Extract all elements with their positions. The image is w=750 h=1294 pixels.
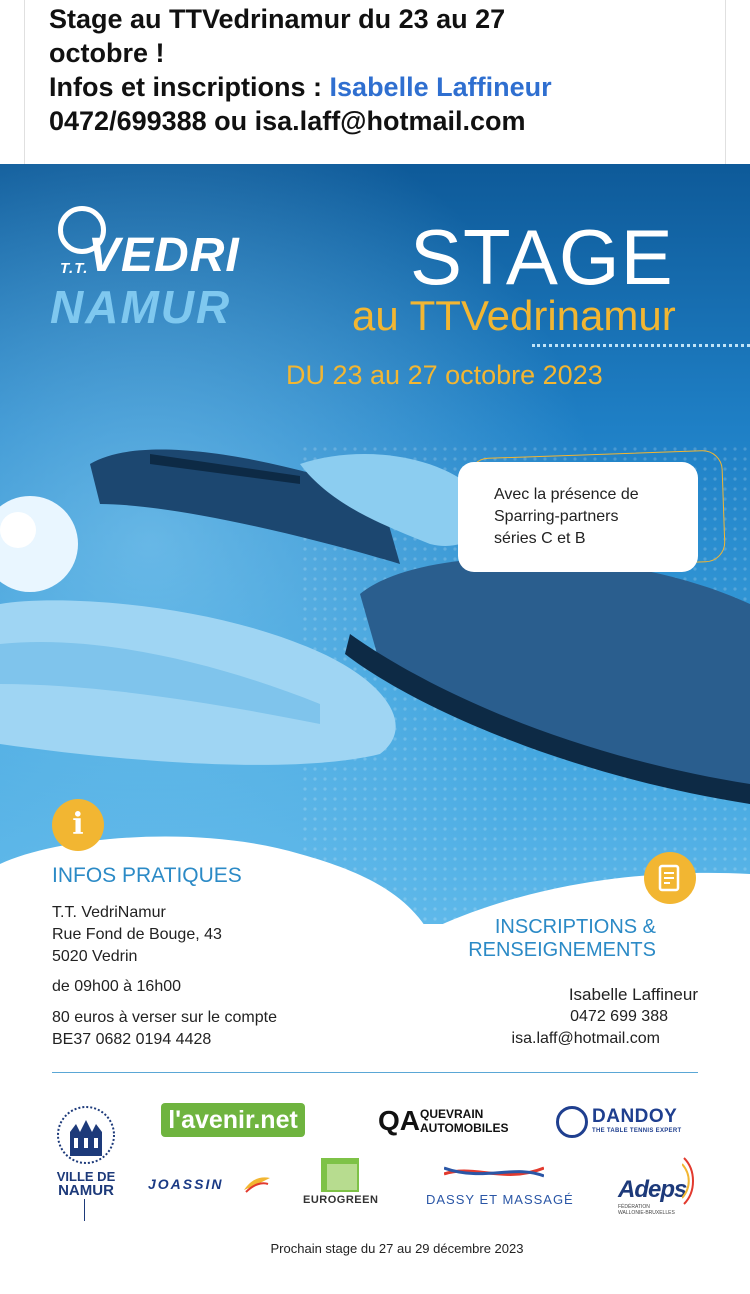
contact-phone: 0472 699 388 [570, 1008, 668, 1025]
dandoy-sub: THE TABLE TENNIS EXPERT [592, 1128, 682, 1134]
info-icon: i [52, 799, 104, 851]
sponsor-dandoy-logo [556, 1104, 696, 1138]
dandoy-circle-icon [556, 1106, 588, 1138]
club-name: T.T. VedriNamur [52, 904, 166, 921]
flyer-image[interactable] [0, 164, 750, 1294]
inscriptions-title-1: INSCRIPTIONS & [494, 916, 656, 938]
callout-line-2: Sparring-partners [494, 508, 619, 525]
adeps-sub-1: FÉDÉRATION [618, 1204, 650, 1210]
document-icon [644, 852, 696, 904]
price-block [52, 1007, 277, 1051]
quevrain-line-1: QUEVRAIN [420, 1107, 484, 1121]
namur-crest-icon [56, 1102, 116, 1168]
contact-email: isa.laff@hotmail.com [511, 1030, 660, 1047]
adeps-sub-2: WALLONIE-BRUXELLES [618, 1210, 675, 1216]
quevrain-mark: QA [378, 1105, 420, 1136]
dassy-swoosh-icon [444, 1164, 544, 1184]
stage-title: STAGE [410, 213, 674, 301]
inscriptions-title-2: RENSEIGNEMENTS [468, 939, 656, 961]
sponsor-dassy-logo: DASSY ET MASSAGÉ [426, 1192, 574, 1207]
club-logo [50, 202, 260, 332]
eurogreen-text: EUROGREEN [303, 1194, 379, 1206]
hours: de 09h00 à 16h00 [52, 978, 182, 995]
dotted-divider [532, 344, 750, 347]
callout-line-3: séries C et B [494, 530, 586, 547]
price: 80 euros à verser sur le compte [52, 1009, 277, 1026]
quevrain-text [420, 1107, 508, 1135]
sponsor-quevrain-logo [378, 1105, 518, 1139]
sponsor-joassin-logo: JOASSIN [148, 1176, 224, 1192]
namur-line-2: NAMUR [58, 1182, 114, 1199]
iban: BE37 0682 0194 4428 [52, 1031, 212, 1048]
joassin-swoosh-icon [244, 1176, 270, 1194]
logo-vedri: VEDRI [88, 229, 240, 282]
logo-tt: T.T. [60, 260, 89, 277]
contact-name: Isabelle Laffineur [568, 985, 698, 1004]
post-line-2: octobre ! [49, 38, 165, 68]
sponsor-avenir-logo: l'avenir.net [161, 1103, 305, 1137]
post-line-1: Stage au TTVedrinamur du 23 au 27 [49, 4, 506, 34]
adeps-name: Adeps [618, 1176, 687, 1203]
post-line-3-prefix: Infos et inscriptions : [49, 72, 330, 102]
infos-title: INFOS PRATIQUES [52, 864, 242, 887]
dandoy-name: DANDOY [592, 1106, 678, 1127]
adeps-arc-icon [682, 1156, 696, 1206]
next-stage-note: Prochain stage du 27 au 29 décembre 2023 [270, 1241, 524, 1256]
sponsor-eurogreen-logo [303, 1158, 379, 1208]
quevrain-line-2: AUTOMOBILES [420, 1121, 509, 1135]
namur-divider [84, 1199, 85, 1221]
inscriptions-title [468, 916, 656, 962]
city: 5020 Vedrin [52, 948, 138, 965]
sparring-callout [458, 462, 698, 572]
callout-line-1: Avec la présence de [494, 486, 639, 503]
logo-namur: NAMUR [50, 281, 232, 333]
eurogreen-square-inner [327, 1164, 357, 1190]
stage-subtitle: au TTVedrinamur [352, 292, 676, 339]
post-text [49, 2, 725, 138]
user-mention-link[interactable]: Isabelle Laffineur [329, 72, 552, 102]
namur-label [48, 1170, 124, 1198]
post-header [24, 0, 726, 164]
namur-line-1: VILLE DE [56, 1169, 116, 1184]
separator-line [52, 1072, 698, 1073]
post-line-4: 0472/699388 ou isa.laff@hotmail.com [49, 106, 526, 136]
street: Rue Fond de Bouge, 43 [52, 926, 222, 943]
stage-dates: DU 23 au 27 octobre 2023 [286, 360, 603, 390]
post-line-3 [49, 70, 725, 104]
address-block [52, 902, 222, 968]
adeps-sub [618, 1204, 675, 1216]
